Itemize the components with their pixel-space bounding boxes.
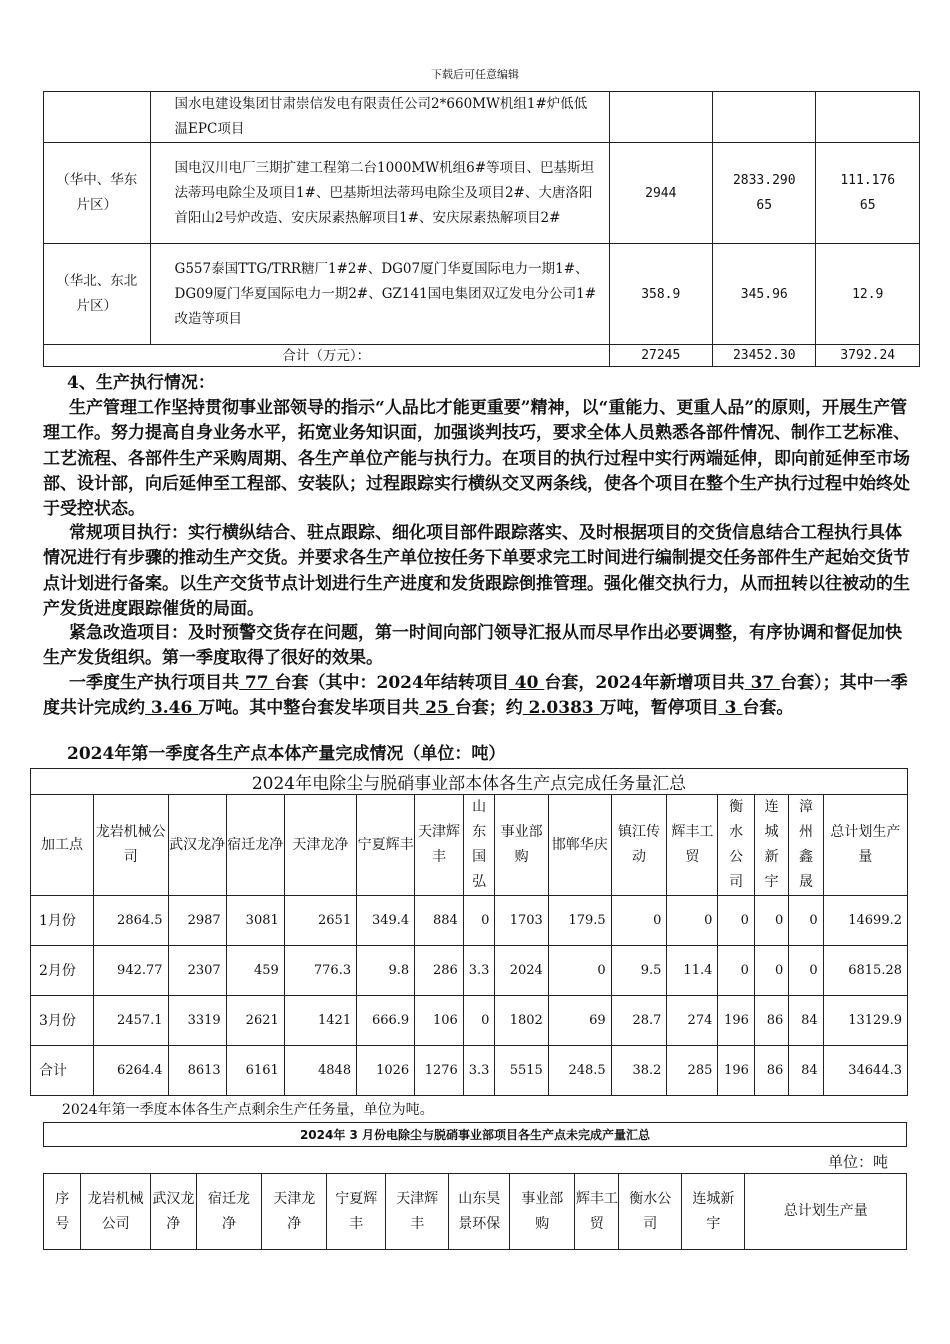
total-value: 23452.30: [713, 345, 816, 367]
total-value: 27245: [609, 345, 712, 367]
text-span: 台套（其中：2024年结转项目: [274, 673, 509, 693]
column-header: 宁夏辉丰: [327, 1174, 386, 1250]
cell: 196: [718, 1046, 755, 1096]
project-cell: G557泰国TTG/TRR糖厂1#2#、DG07厦门华夏国际电力一期1#、DG09厦门华夏国际电力一期2#、GZ141国电集团双辽发电分公司1#改造等项目: [150, 244, 609, 345]
text-span: 一季度生产执行项目共: [69, 673, 239, 693]
value-cell: 345.96: [713, 244, 816, 345]
cell: 666.9: [357, 996, 415, 1046]
cell: 1703: [495, 896, 548, 946]
cell: 84: [789, 996, 823, 1046]
row-label: 2月份: [31, 946, 94, 996]
text-span: 台套）；其中一季度共计完成约: [43, 673, 908, 719]
cell: 86: [754, 1046, 788, 1096]
cell: 34644.3: [823, 1046, 907, 1096]
unit-label: 单位：吨: [828, 1153, 889, 1171]
value-cell: 2833.290 65: [713, 143, 816, 244]
cell: 11.4: [667, 946, 718, 996]
column-header: 衡水公司: [718, 795, 755, 896]
value-cell: [816, 92, 920, 143]
total-value: 3792.24: [816, 345, 920, 367]
table-row: [44, 143, 920, 244]
cell: 179.5: [548, 896, 611, 946]
cell: 196: [718, 996, 755, 1046]
cell: 6161: [226, 1046, 284, 1096]
cell: 459: [226, 946, 284, 996]
section-heading: 4、生产执行情况：: [67, 373, 215, 393]
column-header: 天津辉丰: [386, 1174, 449, 1250]
row-label: 1月份: [31, 896, 94, 946]
column-header: 事业部购: [510, 1174, 575, 1250]
page-header: 下载后可任意编辑: [431, 68, 519, 81]
column-header: 龙岩机械公司: [93, 795, 168, 896]
region-cell: （华中、华东片区）: [44, 143, 151, 244]
text-span: 台套。: [742, 698, 794, 719]
cell: 0: [789, 946, 823, 996]
cell: 3.3: [463, 946, 495, 996]
count-paused: 3: [718, 698, 743, 719]
count-carryover: 40: [508, 673, 545, 693]
paragraph-4: [43, 671, 913, 722]
cell: 2864.5: [93, 896, 168, 946]
cell: 286: [415, 946, 464, 996]
column-header: 连城新宇: [754, 795, 788, 896]
cell: 2024: [495, 946, 548, 996]
column-header: 辉丰工贸: [575, 1174, 619, 1250]
project-revenue-table: [43, 91, 920, 367]
cell: 86: [754, 996, 788, 1046]
cell: 1421: [284, 996, 356, 1046]
table-row: [44, 244, 920, 345]
cell: 2307: [168, 946, 226, 996]
column-header: 宿迁龙净: [226, 795, 284, 896]
cell: 248.5: [548, 1046, 611, 1096]
cell: 0: [754, 896, 788, 946]
march-title-table: [43, 1122, 907, 1147]
cell: 0: [611, 896, 667, 946]
column-header: 宿迁龙净: [196, 1174, 261, 1250]
cell: 3081: [226, 896, 284, 946]
production-summary-table: [30, 768, 908, 1096]
value-cell: 2944: [609, 143, 712, 244]
region-cell: （华北、东北片区）: [44, 244, 151, 345]
cell: 884: [415, 896, 464, 946]
row-label: 3月份: [31, 996, 94, 1046]
column-header: 连城新宇: [682, 1174, 745, 1250]
text-span: 万吨，暂停项目: [599, 698, 719, 719]
column-header: 加工点: [31, 795, 94, 896]
header-row: [31, 795, 908, 896]
text-span: 万吨。其中整台套发毕项目共: [198, 698, 420, 719]
paragraph-3: 紧急改造项目：及时预警交货存在问题，第一时间向部门领导汇报从而尽早作出必要调整，有序协调和督促加快生产发货组织。第一季度取得了很好的效果。: [43, 623, 902, 669]
project-cell: 国水电建设集团甘肃崇信发电有限责任公司2*660MW机组1#炉低低温EPC项目: [150, 92, 609, 143]
table-row: [31, 946, 908, 996]
count-new: 37: [744, 673, 781, 693]
cell: 0: [463, 896, 495, 946]
cell: 0: [667, 896, 718, 946]
cell: 106: [415, 996, 464, 1046]
cell: 349.4: [357, 896, 415, 946]
column-header: 山东昊景环保: [449, 1174, 510, 1250]
completed-tons: 3.46: [145, 698, 199, 719]
column-header: 漳州鑫晟: [789, 795, 823, 896]
column-header: 总计划生产量: [745, 1174, 907, 1250]
table-row: [31, 896, 908, 946]
column-header: 宁夏辉丰: [357, 795, 415, 896]
remaining-output-table: [43, 1173, 907, 1250]
cell: 38.2: [611, 1046, 667, 1096]
cell: 2651: [284, 896, 356, 946]
column-header: 天津龙净: [262, 1174, 327, 1250]
count-total: 77: [239, 673, 275, 693]
cell: 2457.1: [93, 996, 168, 1046]
cell: 1276: [415, 1046, 464, 1096]
region-cell: [44, 92, 151, 143]
column-header: 武汉龙净: [168, 795, 226, 896]
header-row: [44, 1174, 907, 1250]
cell: 0: [718, 896, 755, 946]
cell: 1802: [495, 996, 548, 1046]
row-label: 合计: [31, 1046, 94, 1096]
column-header: 山东国弘: [463, 795, 495, 896]
paragraph-1: 生产管理工作坚持贯彻事业部领导的指示“人品比才能更重要”精神，以“重能力、更重人品”的原则，开展生产管理工作。努力提高自身业务水平，拓宽业务知识面，加强谈判技巧，要求全体人员熟悉各部件情况、制作工艺标准、工艺流程、各部件生产采购周期、各生产单位产能与执行力。在项目的执行过程中实行两端延伸，即向前延伸至市场部、设计部，向后延伸至工程部、安装队；过程跟踪实行横纵交叉两条线，使各个项目在整个生产执行过程中始终处于受控状态。: [43, 398, 910, 520]
text-span: 台套；约: [454, 698, 523, 719]
total-label: 合计（万元）：: [44, 345, 610, 367]
column-header: 镇江传动: [611, 795, 667, 896]
cell: 8613: [168, 1046, 226, 1096]
cell: 3319: [168, 996, 226, 1046]
column-header: 武汉龙净: [150, 1174, 196, 1250]
cell: 0: [548, 946, 611, 996]
column-header: 衡水公司: [619, 1174, 682, 1250]
column-header: 天津龙净: [284, 795, 356, 896]
project-cell: 国电汉川电厂三期扩建工程第二台1000MW机组6#等项目、巴基斯坦法蒂玛电除尘及项目1#、巴基斯坦法蒂玛电除尘及项目2#、大唐洛阳首阳山2号炉改造、安庆尿素热解项目1#、安庆尿素热解项目2#: [150, 143, 609, 244]
cell: 285: [667, 1046, 718, 1096]
total-row: [44, 345, 920, 367]
remaining-note: 2024年第一季度本体各生产点剩余生产任务量，单位为吨。: [62, 1102, 434, 1118]
column-header: 辉丰工贸: [667, 795, 718, 896]
cell: 6264.4: [93, 1046, 168, 1096]
cell: 942.77: [93, 946, 168, 996]
column-header: 邯郸华庆: [548, 795, 611, 896]
table-title: 2024年 3 月份电除尘与脱硝事业部项目各生产点未完成产量汇总: [44, 1123, 907, 1147]
cell: 13129.9: [823, 996, 907, 1046]
table-row: [44, 92, 920, 143]
cell: 0: [789, 896, 823, 946]
cell: 9.8: [357, 946, 415, 996]
cell: 69: [548, 996, 611, 1046]
total-row: [31, 1046, 908, 1096]
value-cell: 358.9: [609, 244, 712, 345]
column-header: 龙岩机械公司: [81, 1174, 151, 1250]
value-cell: 111.176 65: [816, 143, 920, 244]
cell: 2621: [226, 996, 284, 1046]
cell: 4848: [284, 1046, 356, 1096]
cell: 0: [463, 996, 495, 1046]
cell: 0: [718, 946, 755, 996]
cell: 3.3: [463, 1046, 495, 1096]
table-caption: 2024年第一季度各生产点本体产量完成情况（单位：吨）: [67, 744, 506, 764]
count-shipped: 25: [419, 698, 455, 719]
cell: 9.5: [611, 946, 667, 996]
column-header: 天津辉丰: [415, 795, 464, 896]
text-span: 台套，2024年新增项目共: [544, 673, 745, 693]
table-row: [31, 996, 908, 1046]
column-header: 总计划生产量: [823, 795, 907, 896]
cell: 0: [754, 946, 788, 996]
cell: 776.3: [284, 946, 356, 996]
cell: 5515: [495, 1046, 548, 1096]
table-title: 2024年电除尘与脱硝事业部本体各生产点完成任务量汇总: [31, 769, 908, 795]
value-cell: [713, 92, 816, 143]
column-header: 序号: [44, 1174, 81, 1250]
cell: 28.7: [611, 996, 667, 1046]
paragraph-2: 常规项目执行：实行横纵结合、驻点跟踪、细化项目部件跟踪落实、及时根据项目的交货信息结合工程执行具体情况进行有步骤的推动生产交货。并要求各生产单位按任务下单要求完工时间进行编制提交任务部件生产起始交货节点计划进行备案。以生产交货节点计划进行生产进度和发货跟踪倒推管理。强化催交执行力，从而扭转以往被动的生产发货进度跟踪催货的局面。: [43, 523, 910, 619]
cell: 14699.2: [823, 896, 907, 946]
column-header: 事业部购: [495, 795, 548, 896]
value-cell: 12.9: [816, 244, 920, 345]
cell: 84: [789, 1046, 823, 1096]
cell: 6815.28: [823, 946, 907, 996]
value-cell: [609, 92, 712, 143]
cell: 274: [667, 996, 718, 1046]
cell: 1026: [357, 1046, 415, 1096]
shipped-tons: 2.0383: [522, 698, 600, 719]
cell: 2987: [168, 896, 226, 946]
